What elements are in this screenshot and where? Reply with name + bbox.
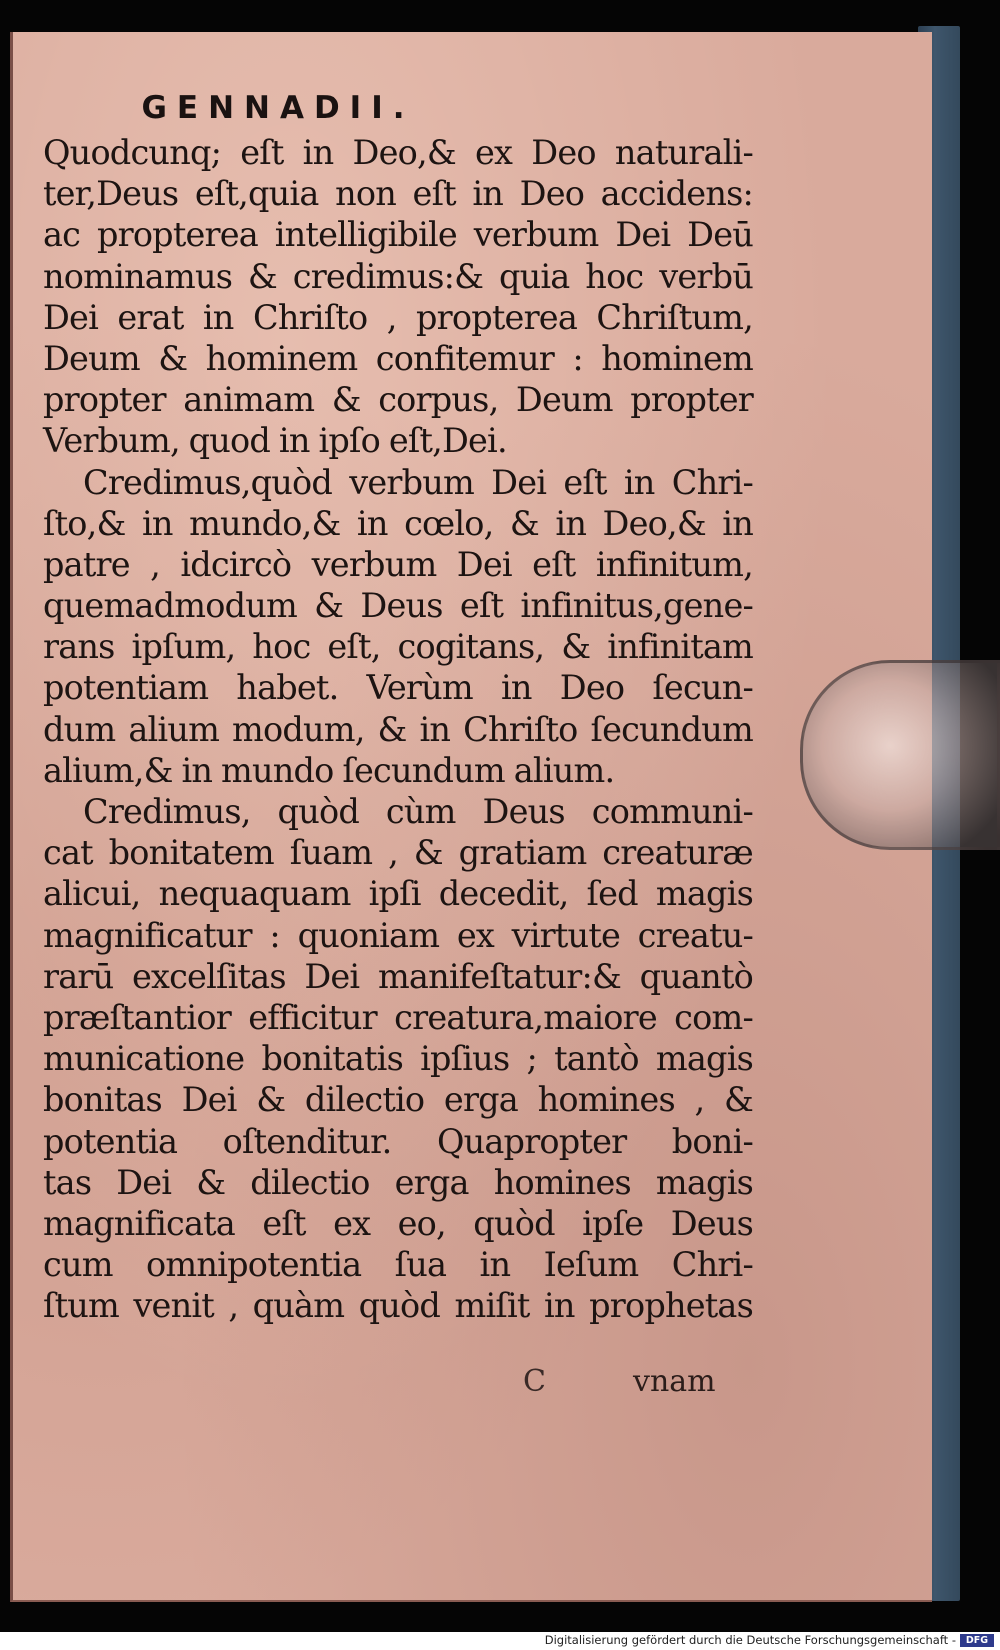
funding-bar — [0, 1632, 1000, 1650]
text-line: cum omnipotentia ſua in Ieſum Chri- — [43, 1245, 753, 1285]
text-line: Credimus,quòd verbum Dei eſt in Chri- — [83, 462, 753, 502]
text-line: ter,Deus eſt,quia non eſt in Deo accidens: — [43, 174, 753, 214]
text-line: Quodcunq; eſt in Deo,& ex Deo naturali- — [43, 133, 753, 172]
text-line: alium,& in mundo ſecundum alium. — [43, 750, 615, 790]
text-line: ſtum venit , quàm quòd miſit in prophetas — [43, 1286, 753, 1326]
text-line: Credimus, quòd cùm Deus communi- — [83, 792, 753, 831]
text-line: ſto,& in mundo,& in cœlo, & in Deo,& in — [43, 503, 753, 543]
text-line: patre , idcircò verbum Dei eſt infinitum, — [43, 544, 753, 584]
funding-notice: Digitalisierung gefördert durch die Deutsche Forschungsgemeinschaft - — [544, 1633, 956, 1647]
text-line: quemadmodum & Deus eſt infinitus,gene- — [43, 586, 753, 626]
text-line: cat bonitatem ſuam , & gratiam creaturæ — [43, 833, 753, 873]
running-head: GENNADII. — [141, 90, 415, 126]
text-line: nominamus & credimus:& quia hoc verbū — [43, 256, 753, 296]
text-line: potentia oſtenditur. Quapropter boni- — [43, 1121, 753, 1161]
text-line: rans ipſum, hoc eſt, cogitans, & infinitam — [43, 627, 753, 667]
text-line: alicui, nequaquam ipſi decedit, ſed magis — [43, 874, 753, 914]
page-clip — [800, 660, 1000, 850]
dfg-logo: DFG — [960, 1634, 994, 1647]
text-line: municatione bonitatis ipſius ; tantò magis — [43, 1039, 753, 1079]
text-line: ac propterea intelligibile verbum Dei Deū — [43, 215, 753, 255]
text-line: dum alium modum, & in Chriſto ſecundum — [43, 709, 753, 749]
text-line: bonitas Dei & dilectio erga homines , & — [43, 1080, 753, 1120]
text-line: Verbum, quod in ipſo eſt,Dei. — [43, 421, 507, 461]
text-line: magnificatur : quoniam ex virtute creatu- — [43, 915, 753, 955]
text-line: Deum & hominem confitemur : hominem — [43, 338, 753, 378]
text-line: propter animam & corpus, Deum propter — [43, 380, 753, 420]
book-page — [10, 32, 932, 1602]
text-line: potentiam habet. Verùm in Deo ſecun- — [43, 668, 753, 708]
text-block — [43, 132, 753, 1326]
text-line: tas Dei & dilectio erga homines magis — [43, 1162, 753, 1202]
signature-mark: C — [523, 1364, 546, 1399]
text-line: præſtantior efficitur creatura,maiore com- — [43, 997, 753, 1037]
text-line: rarū excelſitas Dei manifeſtatur:& quantò — [43, 956, 753, 996]
text-line: Dei erat in Chriſto , propterea Chriſtum, — [43, 297, 753, 337]
catchword: vnam — [633, 1364, 716, 1399]
text-line: magnificata eſt ex eo, quòd ipſe Deus — [43, 1203, 753, 1243]
page-footer — [483, 1364, 783, 1404]
